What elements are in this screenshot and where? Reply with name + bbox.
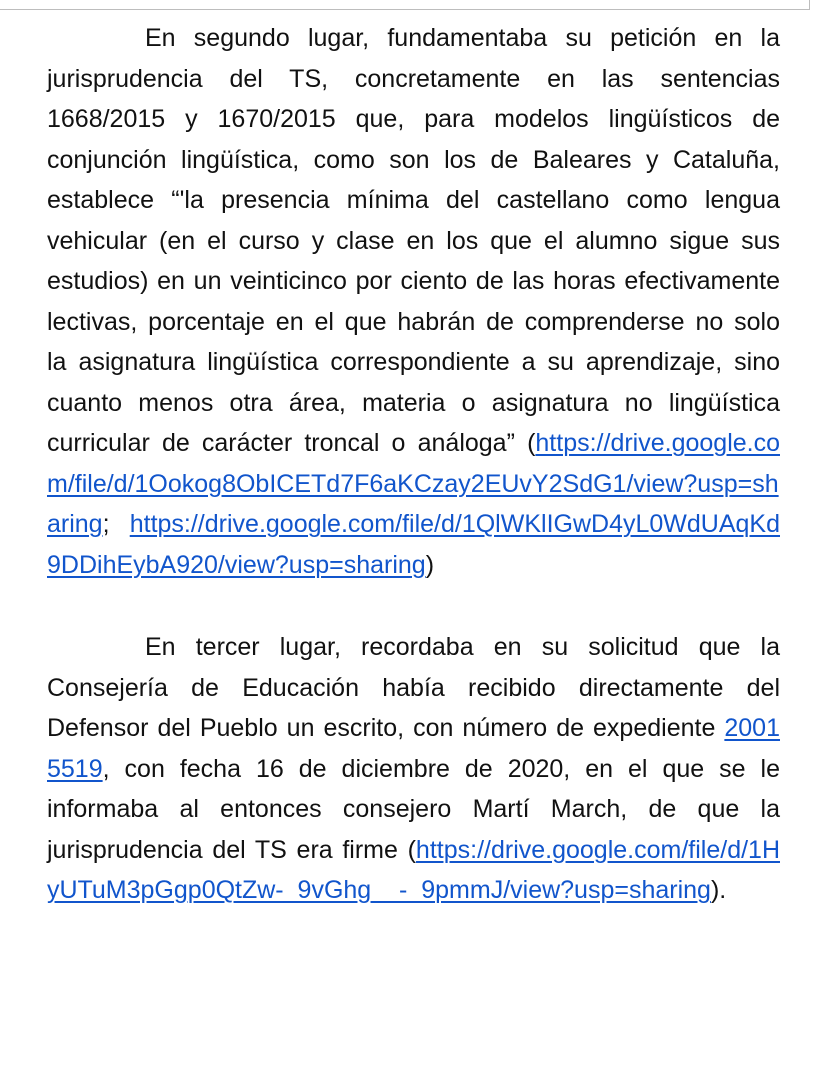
paragraph-second-point (47, 18, 780, 585)
paragraph-spacer (47, 585, 780, 627)
drive-link-sentencia-1670[interactable]: https://drive.google.com/file/d/1QlWKlIGwD4yL0WdUAqKd9DDihEybA920/view?usp=sharing (47, 510, 780, 579)
paragraph-third-point (47, 627, 780, 911)
open-parenthesis: ( (407, 835, 416, 864)
close-parenthesis: ) (425, 550, 435, 579)
page-top-border (0, 0, 810, 10)
paragraph-third-point-text: En tercer lugar, recordaba en su solicitud que la Consejería de Educación había recibido directamente del Defensor del Pueblo un escrito, con número de expediente (47, 633, 780, 742)
drive-link-sentencia-1668[interactable]: https://drive.google.com/file/d/1Ookog8ObICETd7F6aKCzay2EUvY2SdG1/view?usp=sharing (47, 429, 780, 538)
paragraph-second-point-text: En segundo lugar, fundamentaba su petición en la jurisprudencia del TS, concretamente en las sentencias 1668/2015 y 1670/2015 que, para modelos lingüísticos de conjunción lingüística, como son los de Baleares y Cataluña, establece “'la presencia mínima del castellano como lengua vehicular (en el curso y clase en los que el alumno sigue sus estudios) en un veinticinco por ciento de las horas efectivamente lectivas, porcentaje en el que habrán de comprenderse no solo la asignatura lingüística correspondiente a su aprendizaje, sino cuanto menos otra área, materia o asignatura no lingüística curricular de carácter troncal o análoga” (47, 24, 780, 457)
paragraph-third-point-text-continued: , con fecha 16 de diciembre de 2020, en el que se le informaba al entonces consejero Martí March, de que la jurisprudencia del TS era firme (47, 754, 780, 864)
drive-link-defensor-pueblo[interactable]: https://drive.google.com/file/d/1HyUTuM3pGgp0QtZw-_9vGhg__-_9pmmJ/view?usp=sharing (47, 835, 780, 904)
close-parenthesis-period: ). (710, 876, 727, 904)
expediente-number-link[interactable]: 20015519 (47, 714, 780, 783)
document-page (47, 18, 780, 911)
open-parenthesis: ( (527, 429, 536, 457)
link-separator: ; (102, 510, 110, 538)
